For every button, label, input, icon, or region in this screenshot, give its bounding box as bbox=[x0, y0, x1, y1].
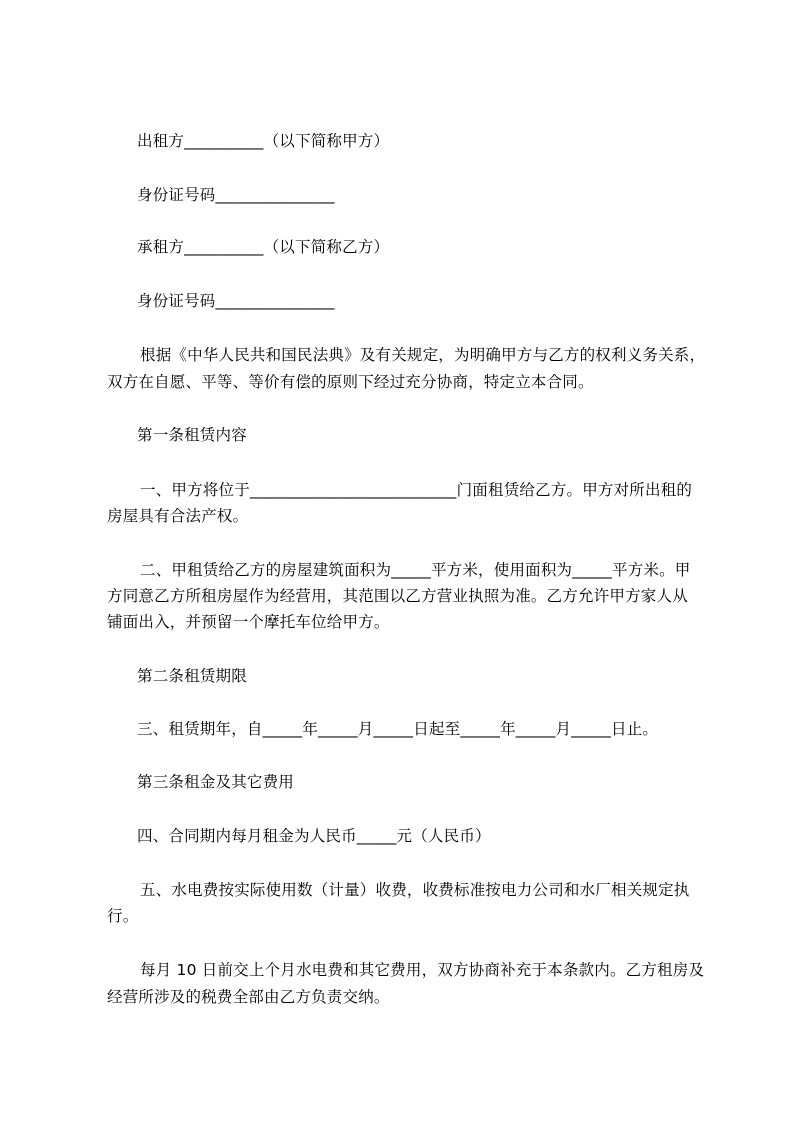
lessor-line: 出租方__________（以下简称甲方） bbox=[137, 132, 390, 150]
article-1-heading: 第一条租赁内容 bbox=[137, 426, 247, 444]
clause-2-line-2: 方同意乙方所租房屋作为经营用，其范围以乙方营业执照为准。乙方允许甲方家人从 bbox=[107, 587, 688, 605]
preamble-line-1: 根据《中华人民共和国民法典》及有关规定，为明确甲方与乙方的权利义务关系， bbox=[140, 346, 706, 364]
article-3-heading: 第三条租金及其它费用 bbox=[137, 773, 295, 791]
clause-5-line-2: 行。 bbox=[107, 907, 139, 925]
paragraph-line-2: 经营所涉及的税费全部由乙方负责交纳。 bbox=[107, 988, 390, 1006]
clause-5-line-1: 五、水电费按实际使用数（计量）收费，收费标准按电力公司和水厂相关规定执 bbox=[140, 881, 690, 899]
lessee-id-line: 身份证号码_______________ bbox=[137, 292, 335, 310]
clause-3-line: 三、租赁期年，自_____年_____月_____日起至_____年_____月_____日止。 bbox=[137, 720, 659, 738]
lessor-id-line: 身份证号码_______________ bbox=[137, 186, 335, 204]
clause-1-line-2: 房屋具有合法产权。 bbox=[107, 507, 249, 525]
clause-4-line: 四、合同期内每月租金为人民币_____元（人民币） bbox=[137, 827, 491, 845]
clause-1-line-1: 一、甲方将位于__________________________门面租赁给乙方。甲方对所出租的 bbox=[140, 481, 693, 499]
clause-2-line-3: 铺面出入，并预留一个摩托车位给甲方。 bbox=[107, 613, 390, 631]
preamble-line-2: 双方在自愿、平等、等价有偿的原则下经过充分协商，特定立本合同。 bbox=[107, 373, 594, 391]
paragraph-line-1: 每月 10 日前交上个月水电费和其它费用，双方协商补充于本条款内。乙方租房及 bbox=[140, 961, 705, 979]
clause-2-line-1: 二、甲租赁给乙方的房屋建筑面积为_____平方米，使用面积为_____平方米。甲 bbox=[140, 561, 691, 579]
article-2-heading: 第二条租赁期限 bbox=[137, 667, 247, 685]
lessee-line: 承租方__________（以下简称乙方） bbox=[137, 238, 390, 256]
